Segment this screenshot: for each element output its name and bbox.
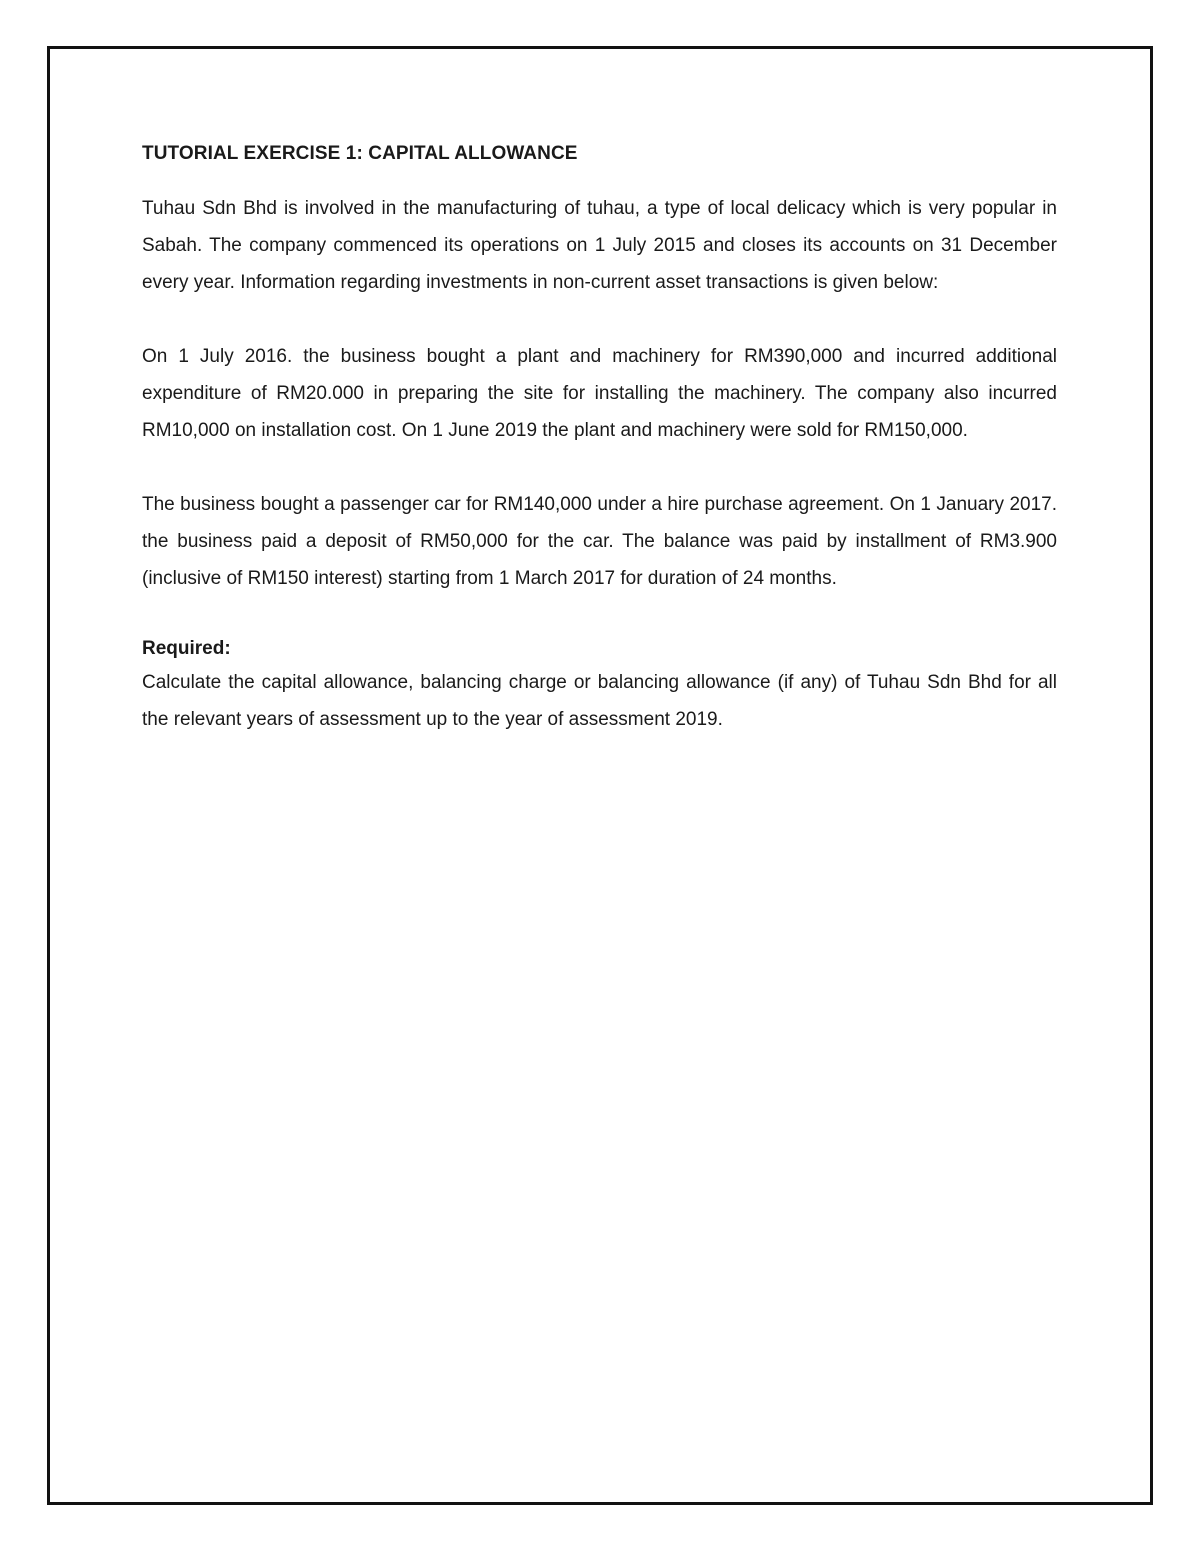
paragraph-plant-machinery: On 1 July 2016. the business bought a plant and machinery for RM390,000 and incurred additional expenditure of RM20.000 in preparing the site for installing the machinery. The company also incurred RM10,000 on installation cost. On 1 June 2019 the plant and machinery were sold for RM150,000. xyxy=(142,346,1057,441)
paragraph-passenger-car: The business bought a passenger car for RM140,000 under a hire purchase agreement. On 1 January 2017. the business paid a deposit of RM50,000 for the car. The balance was paid by installment of RM3.900 (inclusive of RM150 interest) starting from 1 March 2017 for duration of 24 months. xyxy=(142,494,1057,589)
document-title: TUTORIAL EXERCISE 1: CAPITAL ALLOWANCE xyxy=(142,143,578,164)
required-heading: Required: xyxy=(142,638,231,659)
required-instruction: Calculate the capital allowance, balancing charge or balancing allowance (if any) of Tuhau Sdn Bhd for all the relevant years of assessment up to the year of assessment 2019. xyxy=(142,672,1057,730)
paragraph-intro: Tuhau Sdn Bhd is involved in the manufacturing of tuhau, a type of local delicacy which is very popular in Sabah. The company commenced its operations on 1 July 2015 and closes its accounts on 31 December every year. Information regarding investments in non-current asset transactions is given below: xyxy=(142,198,1057,293)
document-body xyxy=(142,140,1057,738)
